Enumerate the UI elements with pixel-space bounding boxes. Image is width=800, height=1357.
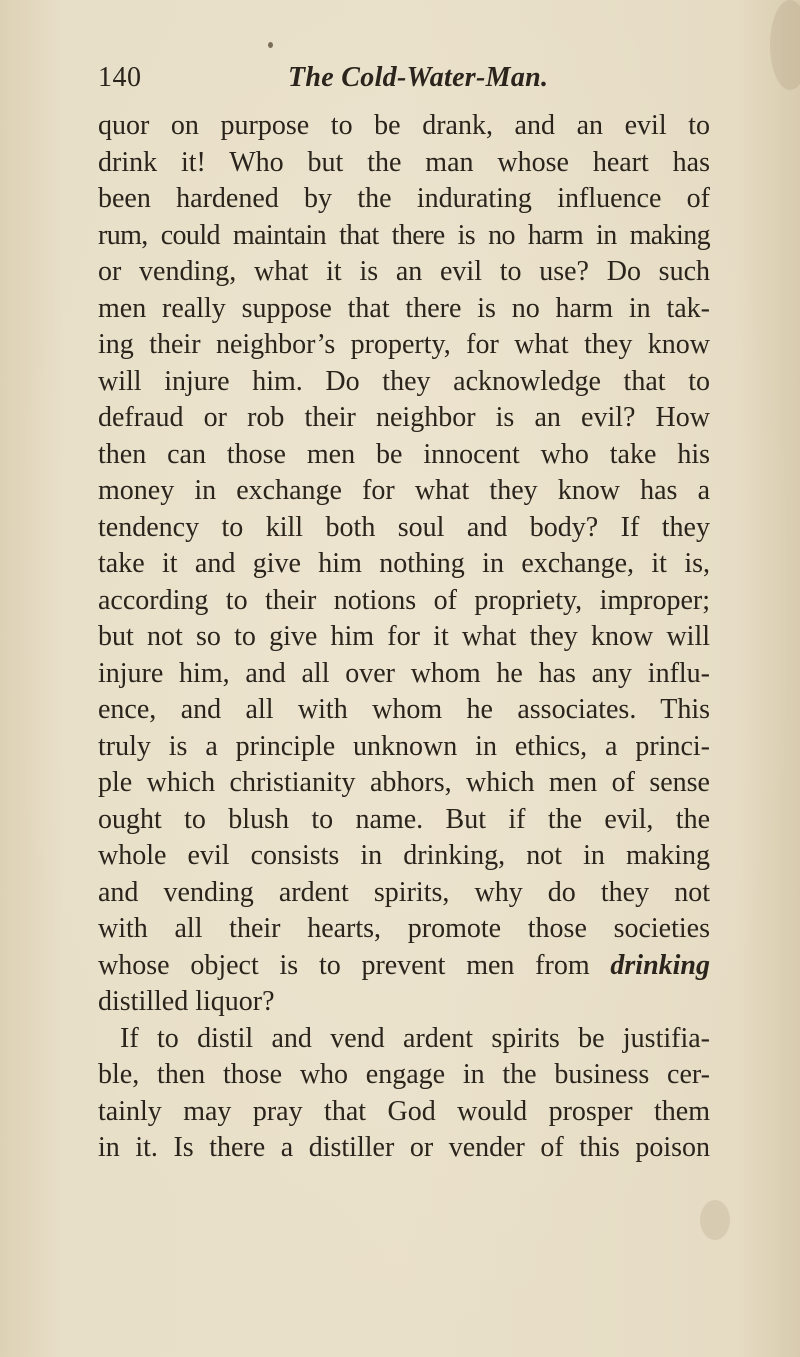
text-line: tainly may pray that God would prosper them <box>98 1095 710 1127</box>
text-line: truly is a principle unknown in ethics, a princi- <box>98 730 710 762</box>
text-line: injure him, and all over whom he has any influ- <box>98 657 710 689</box>
text-line: ble, then those who engage in the business cer- <box>98 1059 710 1090</box>
text-line: with all their hearts, promote those societies <box>98 913 710 944</box>
text-line: distilled liquor? <box>98 986 275 1017</box>
text-line: but not so to give him for it what they know will <box>98 621 710 652</box>
text-line: been hardened by the indurating influence of <box>98 183 710 214</box>
page-header <box>98 62 710 102</box>
text-line: or vending, what it is an evil to use? Do such <box>98 256 710 287</box>
text-line: drink it! Who but the man whose heart has <box>98 146 710 178</box>
text-line: ought to blush to name. But if the evil, the <box>98 803 710 835</box>
text-line-with-italic <box>98 948 710 985</box>
text-line: according to their notions of propriety, improper; <box>98 584 710 616</box>
text-line: ple which christianity abhors, which men of sense <box>98 767 710 798</box>
text-line: men really suppose that there is no harm in tak- <box>98 292 710 324</box>
text-line: defraud or rob their neighbor is an evil? How <box>98 402 710 433</box>
text-line: in it. Is there a distiller or vender of this poison <box>98 1132 710 1163</box>
text-line: will injure him. Do they acknowledge that to <box>98 365 710 397</box>
body-text <box>98 108 710 1167</box>
text-line: ing their neighbor’s property, for what they know <box>98 329 710 360</box>
page-stain <box>770 0 800 90</box>
italic-word: drinking <box>610 949 711 981</box>
text-line: whole evil consists in drinking, not in making <box>98 840 710 871</box>
ink-speck <box>268 42 273 48</box>
paragraph-start-line: If to distil and vend ardent spirits be justifia- <box>120 1022 710 1054</box>
text-line: and vending ardent spirits, why do they not <box>98 876 710 908</box>
text-line: money in exchange for what they know has a <box>98 475 710 506</box>
text-line: quor on purpose to be drank, and an evil to <box>98 110 710 141</box>
page-number: 140 <box>98 62 142 93</box>
page-stain <box>700 1200 730 1240</box>
text-line: take it and give him nothing in exchange, it is, <box>98 548 710 579</box>
running-title: The Cold-Water-Man. <box>288 62 549 93</box>
text-line: ence, and all with whom he associates. This <box>98 694 710 725</box>
text-line: rum, could maintain that there is no harm in making <box>98 219 710 251</box>
text-line: tendency to kill both soul and body? If they <box>98 511 710 543</box>
text-span: whose object is to prevent men from <box>98 949 590 981</box>
text-line: then can those men be innocent who take his <box>98 438 710 470</box>
